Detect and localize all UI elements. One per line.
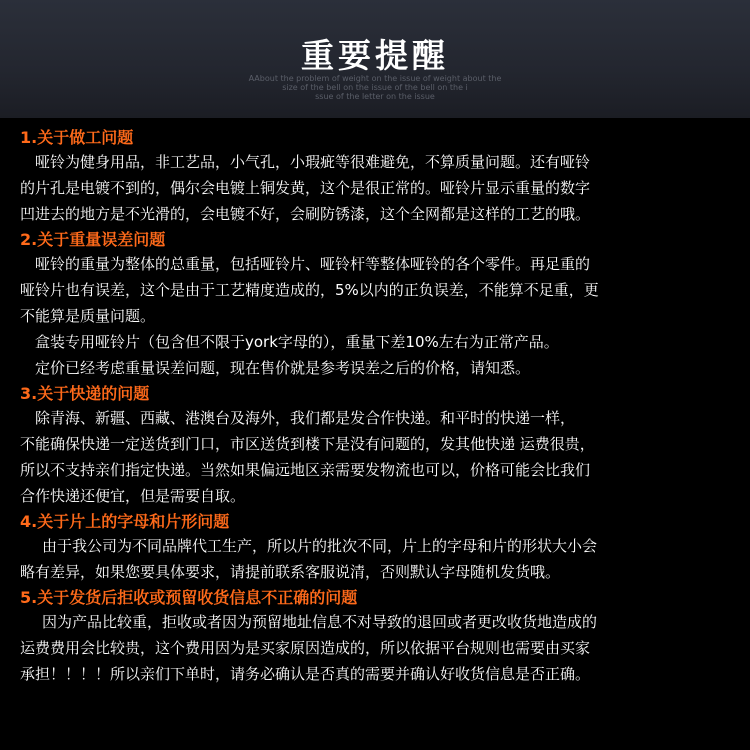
body-line: 哑铃片也有误差，这个是由于工艺精度造成的，5%以内的正负误差，不能算不足重，更 [20, 281, 599, 299]
section-letters-shape [20, 511, 732, 585]
body-line: 哑铃为健身用品，非工艺品，小气孔，小瑕疵等很难避免，不算质量问题。还有哑铃 [35, 153, 591, 171]
body-line: 盒装专用哑铃片（包含但不限于york字母的），重量下差10%左右为正常产品。 [35, 333, 559, 351]
page-title: 重要提醒 [301, 36, 449, 75]
body-line: 不能确保快递一定送货到门口，市区送货到楼下是没有问题的，发其他快递 运费很贵， [20, 435, 595, 453]
body-line: 除青海、新疆、西藏、港澳台及海外，我们都是发合作快递。和平时的快递一样， [35, 409, 576, 427]
body-line: 凹进去的地方是不光滑的，会电镀不好，会刷防锈漆，这个全网都是这样的工艺的哦。 [20, 205, 591, 223]
section-body [20, 149, 732, 227]
body-line: 由于我公司为不同品牌代工生产，所以片的批次不同，片上的字母和片的形状大小会 [42, 537, 598, 555]
section-refusal [20, 587, 732, 687]
section-delivery [20, 383, 732, 509]
notice-content [20, 127, 732, 689]
section-heading: 4.关于片上的字母和片形问题 [20, 512, 230, 531]
body-line: 不能算是质量问题。 [20, 307, 156, 325]
section-body [20, 405, 732, 509]
body-line: 合作快递还便宜，但是需要自取。 [20, 487, 246, 505]
subtitle-line: ssue of the letter on the issue [315, 92, 435, 101]
section-weight-error [20, 229, 732, 381]
section-body [20, 533, 732, 585]
section-heading: 2.关于重量误差问题 [20, 230, 166, 249]
body-line: 的片孔是电镀不到的，偶尔会电镀上铜发黄，这个是很正常的。哑铃片显示重量的数字 [20, 179, 591, 197]
section-heading: 1.关于做工问题 [20, 128, 134, 147]
body-line: 所以不支持亲们指定快递。当然如果偏远地区亲需要发物流也可以，价格可能会比我们 [20, 461, 591, 479]
body-line: 哑铃的重量为整体的总重量，包括哑铃片、哑铃杆等整体哑铃的各个零件。再足重的 [35, 255, 591, 273]
body-line: 定价已经考虑重量误差问题，现在售价就是参考误差之后的价格，请知悉。 [35, 359, 531, 377]
body-line: 承担！！！！所以亲们下单时，请务必确认是否真的需要并确认好收货信息是否正确。 [20, 665, 591, 683]
section-heading: 3.关于快递的问题 [20, 384, 150, 403]
subtitle-line: AAbout the problem of weight on the issue of weight about the [248, 74, 502, 83]
header-banner [0, 0, 750, 118]
section-body [20, 251, 732, 381]
subtitle-line: size of the bell on the issue of the bell on the i [282, 83, 468, 92]
body-line: 运费费用会比较贵，这个费用因为是买家原因造成的，所以依据平台规则也需要由买家 [20, 639, 591, 657]
section-body [20, 609, 732, 687]
section-craftsmanship [20, 127, 732, 227]
body-line: 因为产品比较重，拒收或者因为预留地址信息不对导致的退回或者更改收货地造成的 [42, 613, 598, 631]
section-heading: 5.关于发货后拒收或预留收货信息不正确的问题 [20, 588, 358, 607]
header-subtitle [0, 74, 750, 101]
body-line: 略有差异，如果您要具体要求，请提前联系客服说清，否则默认字母随机发货哦。 [20, 563, 561, 581]
